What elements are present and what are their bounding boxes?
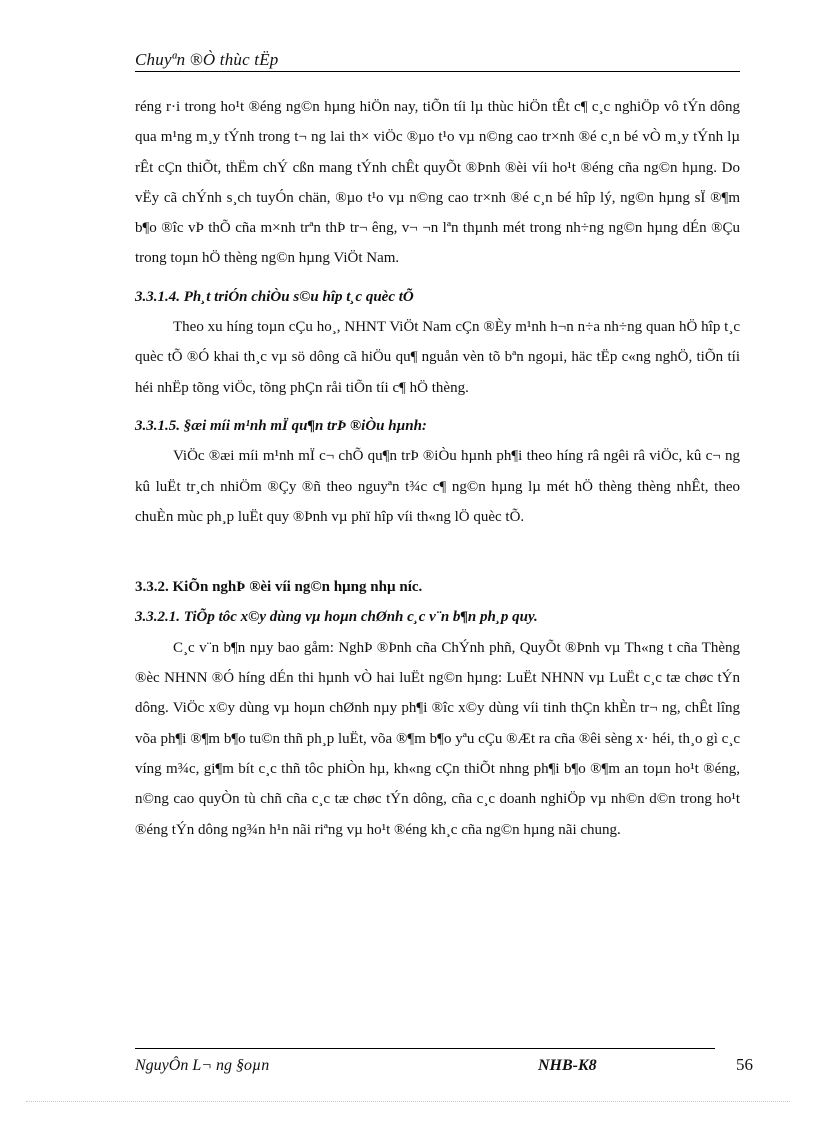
paragraph-1: réng r·i trong ho¹t ®éng ng©n hµng hiÖn nay, tiÕn tíi lµ thùc hiÖn tÊt c¶ c¸c nghiÖp vô tÝn dông qua m¹ng m¸y tÝnh trong t¬ ng lai th× viÖc ®µo t¹o vµ n©ng cao tr×nh ®é c¸n bé vÒ m¸y tÝnh lµ rÊt cÇn thiÕt, thËm chÝ cßn mang tÝnh chÊt quyÕt ®Þnh ®èi víi ho¹t ®éng cña ng©n hµng. Do vËy cã chÝnh s¸ch tuyÓn chän, ®µo t¹o vµ n©ng cao tr×nh ®é c¸n bé hîp lý, ng©n hµng sÏ ®¶m b¶o ®îc vÞ thÕ cña m×nh trªn thÞ tr¬ êng, v¬ ¬n lªn thµnh mét trong nh÷ng ng©n hµng dÉn ®Çu trong toµn hÖ thèng ng©n hµng ViÖt Nam.: [135, 99, 740, 267]
heading-3-3-1-5: 3.3.1.5. §æi míi m¹nh mÏ qu¶n trÞ ®iÒu hµnh:: [135, 417, 427, 434]
paragraph-3: ViÖc ®æi míi m¹nh mÏ c¬ chÕ qu¶n trÞ ®iÒu hµnh ph¶i theo híng râ ngêi râ viÖc, kû c¬ ng kû luËt tr¸ch nhiÖm ®Çy ®ñ theo nguyªn t¾c c¶ ng©n hµng lµ mét hÖ thèng thèng nhÊt, theo chuÈn mùc ph¸p luËt quy ®Þnh vµ phï hîp víi th«ng lÖ quèc tÕ.: [135, 448, 740, 525]
footer-rule: [135, 1048, 715, 1049]
paragraph-4: C¸c v¨n b¶n nµy bao gåm: NghÞ ®Þnh cña ChÝnh phñ, QuyÕt ®Þnh vµ Th«ng t cña Thèng ®èc NHNN ®Ó híng dÉn thi hµnh vÒ hai luËt ng©n hµng: LuËt NHNN vµ LuËt c¸c tæ chøc tÝn dông. ViÖc x©y dùng vµ hoµn chØnh nµy ph¶i ®îc x©y dùng víi tinh thÇn khÈn tr¬ ng, chÊt lîng võa ph¶i ®¶m b¶o tu©n thñ ph¸p luËt, võa ®¶m b¶o yªu cÇu ®Æt ra cña ®êi sèng x· héi, th¸o gì c¸c víng m¾c, gi¶m bít c¸c thñ tôc phiÒn hµ, kh«ng cÇn thiÕt nhng ph¶i b¶o ®¶m an toµn ho¹t ®éng, n©ng cao quyÒn tù chñ cña c¸c tæ chøc tÝn dông, cña c¸c doanh nghiÖp vµ nh©n d©n trong ho¹t ®éng tÝn dông ng¾n h¹n nãi riªng vµ ho¹t ®éng kh¸c cña ng©n hµng nãi chung.: [135, 639, 740, 838]
header-rule: [135, 71, 740, 72]
paragraph-2: Theo xu híng toµn cÇu ho¸, NHNT ViÖt Nam cÇn ®Èy m¹nh h¬n n÷a nh÷ng quan hÖ hîp t¸c quèc tÕ ®Ó khai th¸c vµ sö dông cã hiÖu qu¶ nguån vèn tõ bªn ngoµi, häc tËp c«ng nghÖ, tiÕn tíi héi nhËp tõng viÖc, tõng phÇn råi tiÕn tíi c¶ hÖ thèng.: [135, 319, 740, 396]
page-header-title: Chuyªn ®Ò thùc tËp: [135, 50, 279, 69]
page-bottom-dotted-line: [26, 1101, 790, 1102]
footer-class-code: NHB-K8: [538, 1057, 597, 1074]
footer-author: NguyÔn L¬ ng §oµn: [135, 1057, 270, 1074]
heading-3-3-2-1: 3.3.2.1. TiÕp tôc x©y dùng vµ hoµn chØnh c¸c v¨n b¶n ph¸p quy.: [135, 609, 538, 626]
body-content: [135, 92, 740, 845]
heading-3-3-1-4: 3.3.1.4. Ph¸t triÓn chiÒu s©u hîp t¸c quèc tÕ: [135, 288, 414, 305]
heading-3-3-2: 3.3.2. KiÕn nghÞ ®èi víi ng©n hµng nhµ níc.: [135, 579, 423, 596]
page-number: 56: [736, 1055, 753, 1074]
